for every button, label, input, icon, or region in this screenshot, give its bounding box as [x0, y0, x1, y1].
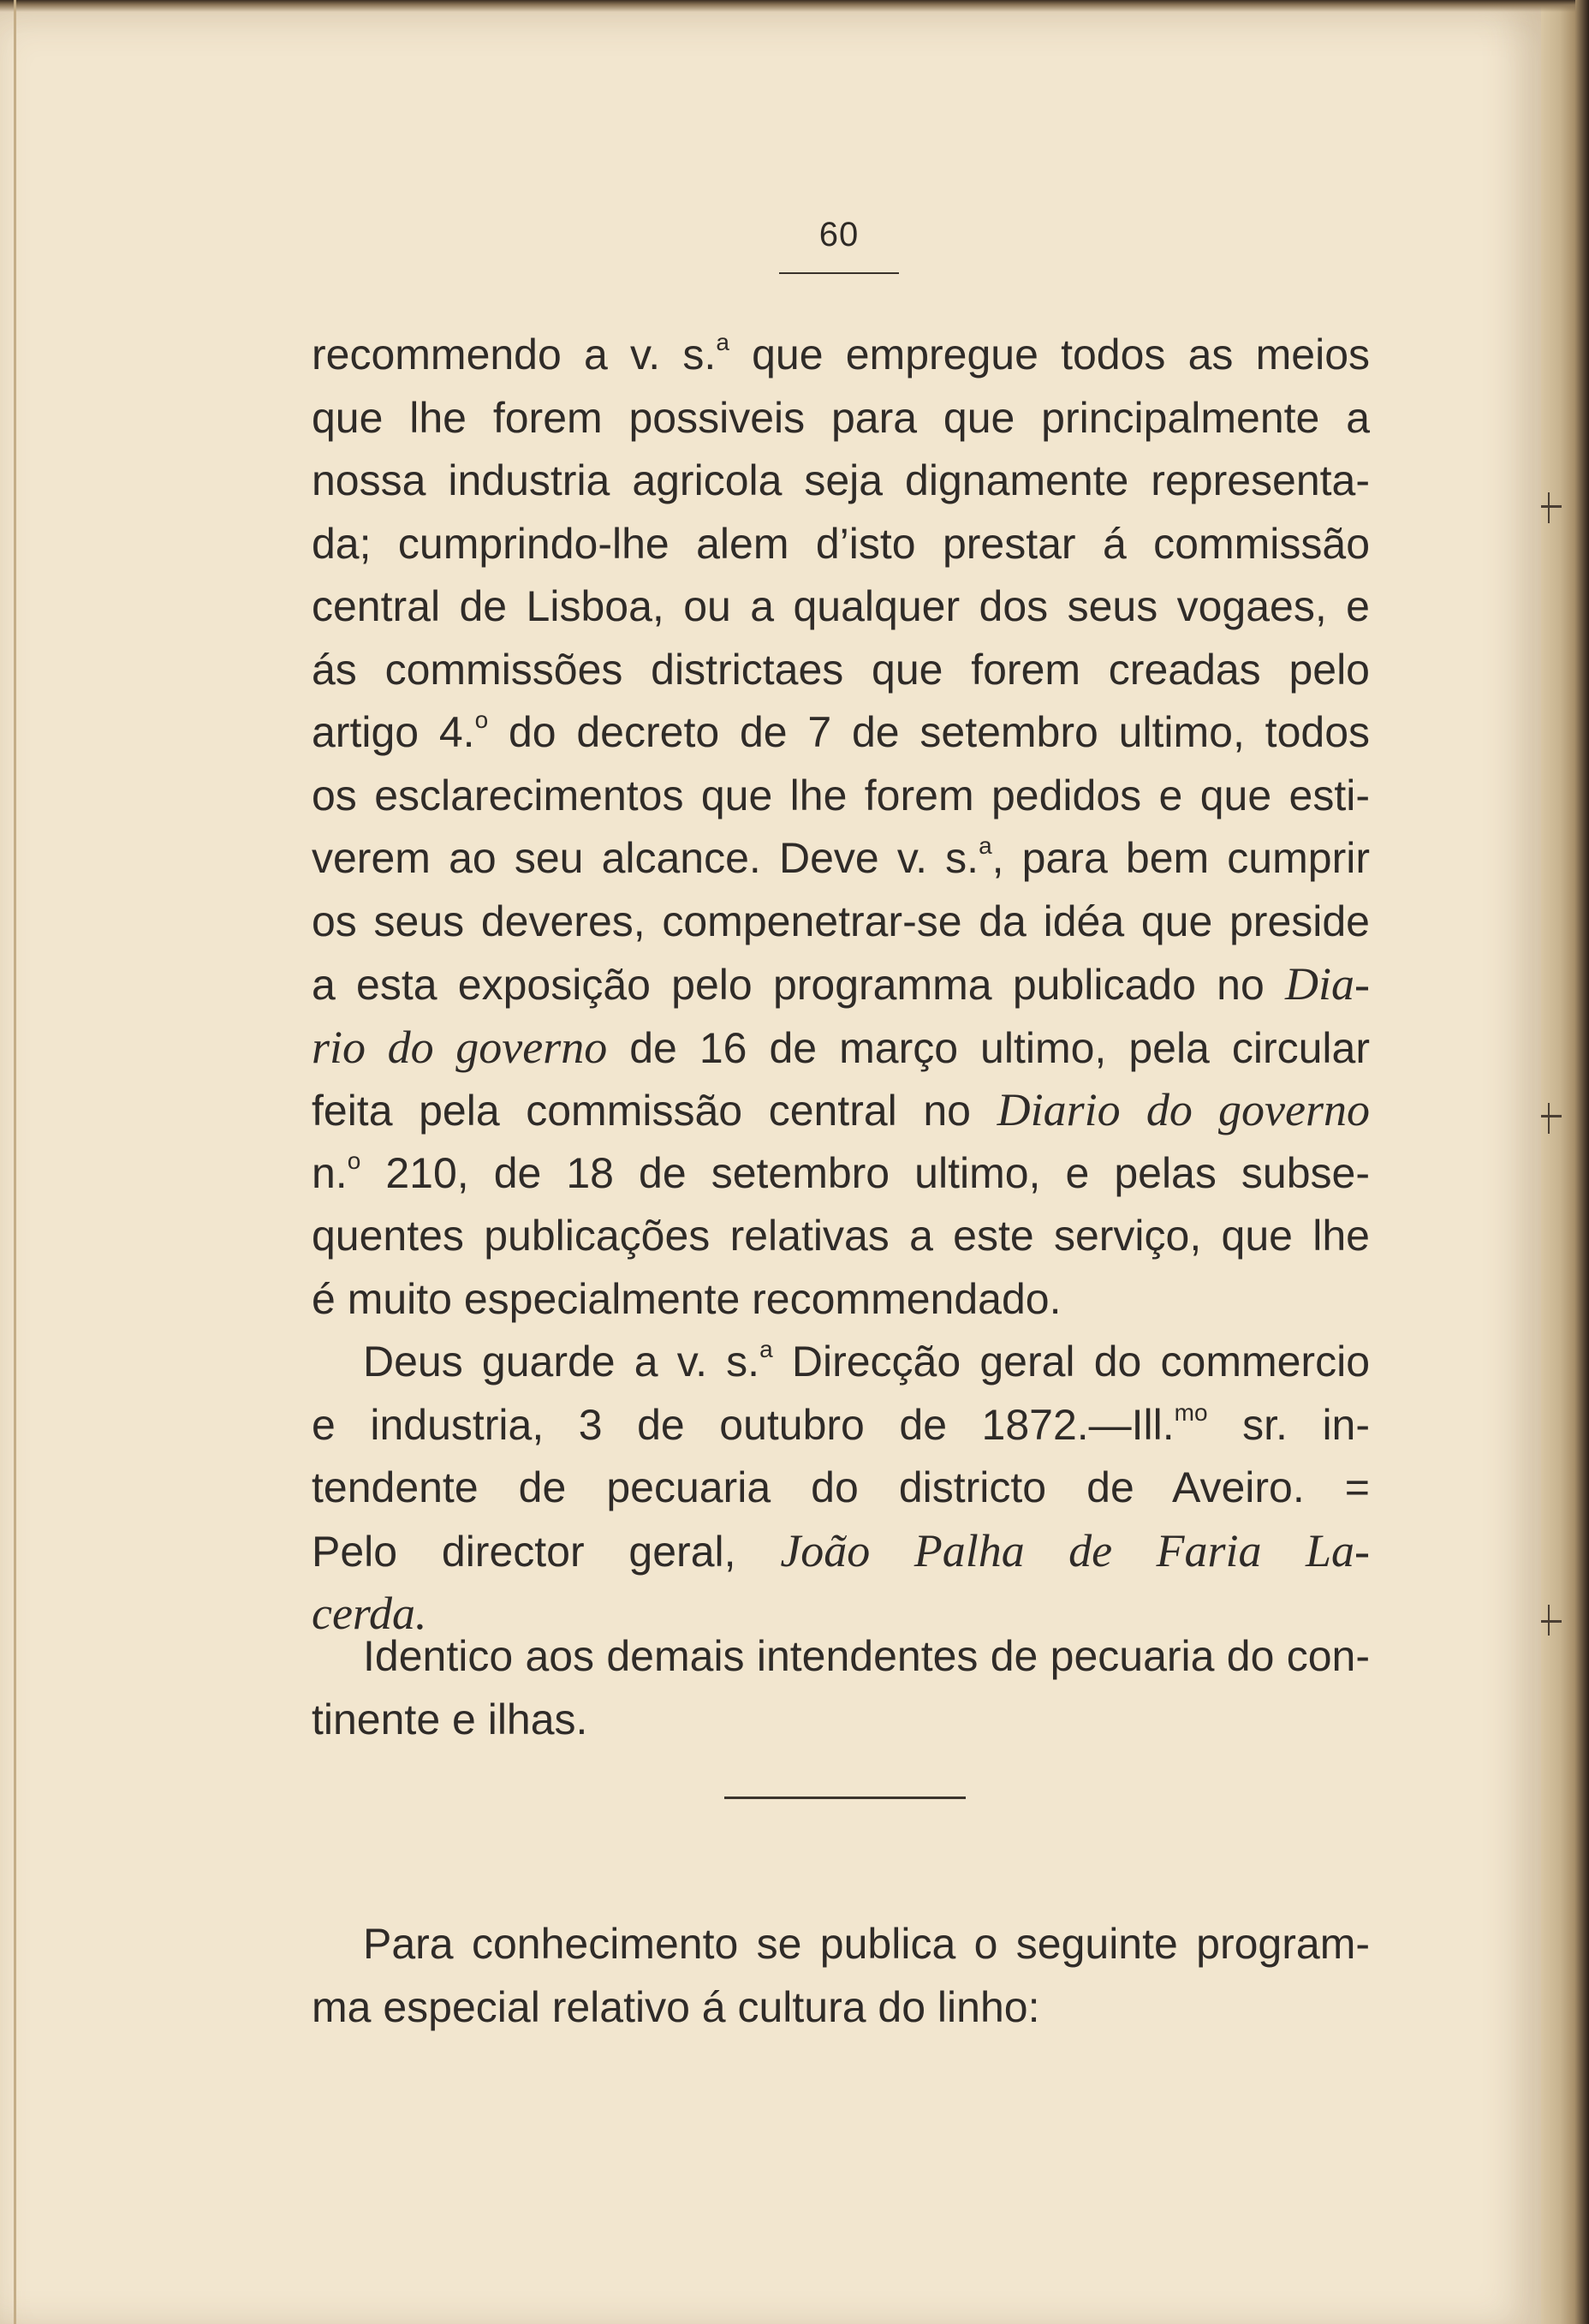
page-edge [1541, 0, 1589, 2324]
left-page-fold [14, 0, 16, 2324]
text-line: os esclarecimentos que lhe forem pedidos e que esti- [312, 771, 1370, 819]
text-line: os seus deveres, compenetrar-se da idéa que preside [312, 897, 1370, 945]
text-line: n.$^o$ 210, de 18 de setembro ultimo, e pelas subse- [312, 1147, 1370, 1197]
text-line: e industria, 3 de outubro de 1872.—Ill.$^{mo}$ sr. in- [312, 1398, 1371, 1449]
text-line: Deus guarde a v. s.$^a$ Direcção geral do commercio [363, 1336, 1371, 1385]
paragraph-3 [312, 1625, 1370, 1751]
text-line: é muito especialmente recommendado. [312, 1274, 1062, 1323]
text-line: Pelo director geral, João Palha de Faria La- [312, 1524, 1370, 1576]
page-number-rule [779, 272, 899, 274]
margin-tick [1548, 1103, 1550, 1134]
text-line: ma especial relativo á cultura do linho: [312, 1982, 1040, 2031]
text-line: artigo 4.$^o$ do decreto de 7 de setembro ultimo, todos [312, 706, 1370, 756]
text-line: Para conhecimento se publica o seguinte program- [363, 1920, 1370, 1968]
text-line: quentes publicações relativas a este serviço, que lhe [312, 1212, 1370, 1260]
text-line: feita pela commissão central no Diario do governo [312, 1084, 1370, 1135]
margin-tick [1548, 1605, 1550, 1636]
margin-mark [1541, 1115, 1562, 1117]
text-line: da; cumprindo-lhe alem d’isto prestar á commissão [312, 519, 1370, 568]
text-line: verem ao seu alcance. Deve v. s.$^a$, para bem cumprir [312, 832, 1370, 882]
text-line: central de Lisboa, ou a qualquer dos seus vogaes, e [312, 582, 1370, 630]
paragraph-4 [312, 1913, 1370, 2039]
section-separator [724, 1797, 966, 1799]
text-line: tinente e ilhas. [312, 1695, 588, 1743]
text-line: cerda. [312, 1588, 427, 1639]
text-line: a esta exposição pelo programma publicado no Dia- [312, 958, 1370, 1010]
text-line: recommendo a v. s.$^a$ que empregue todos as meios [312, 329, 1370, 378]
text-line: tendente de pecuaria do districto de Aveiro. = [312, 1463, 1370, 1511]
paragraph-1 [312, 324, 1370, 1331]
page-number: 60 [818, 216, 860, 253]
text-line: rio do governo de 16 de março ultimo, pela circular [312, 1021, 1371, 1073]
text-line: nossa industria agricola seja dignamente representa- [312, 456, 1370, 504]
top-binding-edge [0, 0, 1575, 12]
text-line: que lhe forem possiveis para que principalmente a [312, 393, 1370, 442]
paragraph-2 [312, 1331, 1370, 1646]
text-line: Identico aos demais intendentes de pecuaria do con- [363, 1632, 1370, 1680]
text-line: ás commissões districtaes que forem creadas pelo [312, 645, 1370, 694]
margin-mark [1541, 505, 1562, 508]
margin-tick [1548, 492, 1550, 523]
margin-mark [1541, 1620, 1562, 1623]
